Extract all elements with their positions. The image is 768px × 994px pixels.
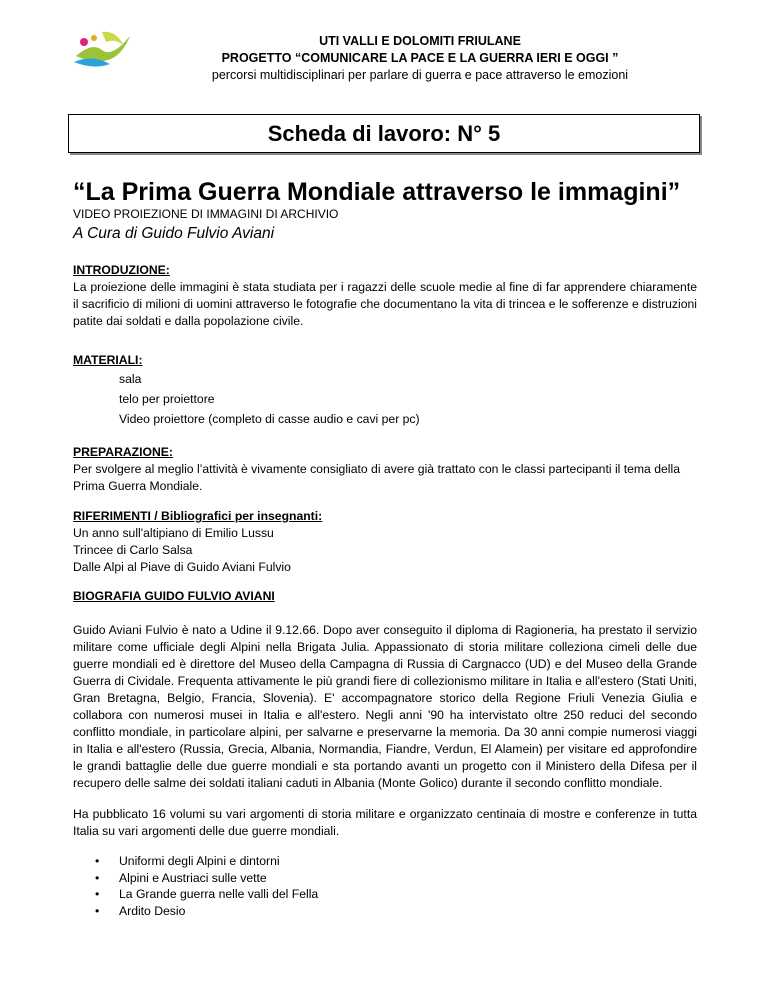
reference-item: Un anno sull'altipiano di Emilio Lussu <box>73 526 274 540</box>
reference-item: Trincee di Carlo Salsa <box>73 543 193 557</box>
book-item: • Uniformi degli Alpini e dintorni <box>73 853 318 870</box>
biography-label: BIOGRAFIA GUIDO FULVIO AVIANI <box>73 589 275 603</box>
biography-para1: Guido Aviani Fulvio è nato a Udine il 9.12.66. Dopo aver conseguito il diploma di Ragioneria, ha prestato il servizio militare come ufficiale degli Alpini nella Brigata Julia. Appassionato di storia militare colleziona cimeli delle due guerre mondiali ed è direttore del Museo della Campagna di Russia di Cargnacco (UD) e del Museo della Grande Guerra di Cividale. Frequenta attivamente le più grandi fiere di collezionismo militare in Italia e all'estero (Stati Uniti, Gran Bretagna, Belgio, Francia, Slovenia). E' accompagnatore storico della Regione Friuli Venezia Giulia e collabora con numerosi musei in Italia e all'estero. Negli anni '90 ha intervistato oltre 250 reduci del secondo conflitto mondiale, in particolare alpini, per salvarne e preservarne la memoria. Da 30 anni compie numerosi viaggi in Italia e all'estero (Russia, Grecia, Albania, Normandia, Fiandre, Verdun, El Alamein) per visitare ed approfondire le grandi battaglie delle due guerre mondiali e sta portando avanti un progetto con il Ministero della Difesa per il recupero delle salme dei soldati italiani caduti in Albania (Monte Golico) durante il secondo conflitto mondiale. <box>73 623 697 790</box>
author: A Cura di Guido Fulvio Aviani <box>73 225 275 242</box>
book-item: • Alpini e Austriaci sulle vette <box>73 870 318 887</box>
header-project: PROGETTO “COMUNICARE LA PACE E LA GUERRA IERI E OGGI ” <box>221 51 619 65</box>
materials-item: Video proiettore (completo di casse audio e cavi per pc) <box>119 412 420 426</box>
references-label: RIFERIMENTI / Bibliografici per insegnanti: <box>73 509 323 523</box>
biography-label-wrap <box>73 588 697 605</box>
materials-item: telo per proiettore <box>119 392 215 406</box>
reference-item: Dalle Alpi al Piave di Guido Aviani Fulvio <box>73 560 291 574</box>
preparation-label: PREPARAZIONE: <box>73 445 173 459</box>
subtitle: VIDEO PROIEZIONE DI IMMAGINI DI ARCHIVIO <box>73 207 339 221</box>
book-item: • La Grande guerra nelle valli del Fella <box>73 886 318 903</box>
references-section <box>73 508 697 576</box>
materials-label: MATERIALI: <box>73 353 143 367</box>
card-title-box <box>68 114 700 153</box>
header-tagline: percorsi multidisciplinari per parlare di guerra e pace attraverso le emozioni <box>211 68 629 82</box>
book-list <box>73 853 318 919</box>
biography-para2: Ha pubblicato 16 volumi su vari argomenti di storia militare e organizzato centinaia di mostre e conferenze in tutta Italia su vari argomenti delle due guerre mondiali. <box>73 807 697 838</box>
preparation-text: Per svolgere al meglio l’attività è vivamente consigliato di avere già trattato con le classi partecipanti il tema della Prima Guerra Mondiale. <box>73 462 680 493</box>
book-item: • Ardito Desio <box>73 903 318 920</box>
uti-logo <box>72 26 134 70</box>
materials-item: sala <box>119 372 142 386</box>
main-title: “La Prima Guerra Mondiale attraverso le immagini” <box>73 178 681 206</box>
intro-text: La proiezione delle immagini è stata studiata per i ragazzi delle scuole medie al fine di far apprendere chiaramente il sacrificio di milioni di uomini attraverso le fotografie che documentano la vita di trincea e le sofferenze e distruzioni patite dai soldati e dalla popolazione civile. <box>73 280 697 328</box>
preparation-section <box>73 444 697 495</box>
intro-label: INTRODUZIONE: <box>73 263 170 277</box>
materials-section <box>73 352 697 429</box>
header-org: UTI VALLI E DOLOMITI FRIULANE <box>319 34 521 48</box>
card-title: Scheda di lavoro: N° 5 <box>267 121 501 146</box>
intro-section <box>73 262 697 330</box>
